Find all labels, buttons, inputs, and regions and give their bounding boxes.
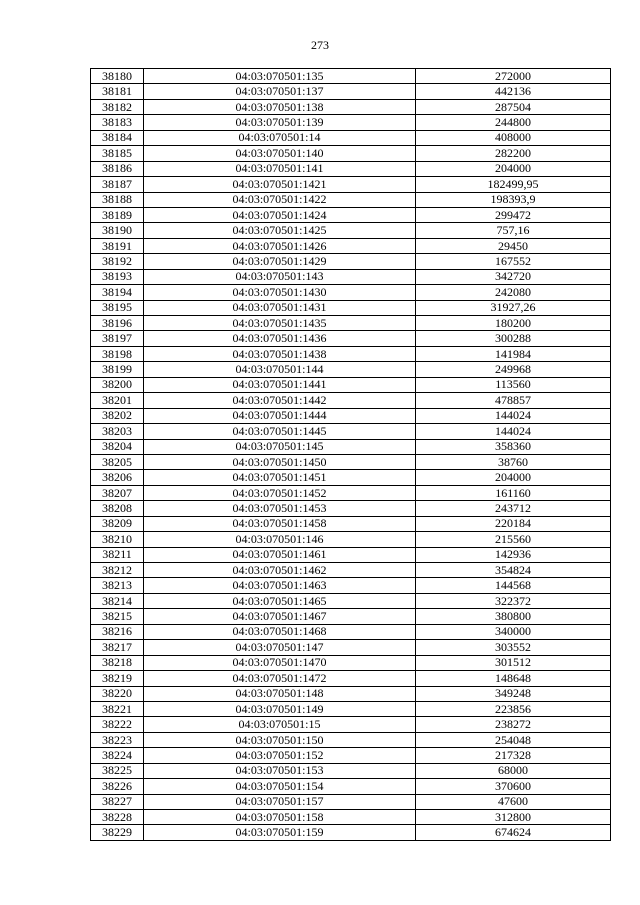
cadastral-number-cell: 04:03:070501:1425: [144, 223, 416, 238]
value-cell: 220184: [416, 516, 611, 531]
table-row: [91, 640, 611, 655]
value-cell: 144568: [416, 578, 611, 593]
row-number-cell: 38199: [91, 362, 144, 377]
cadastral-number-cell: 04:03:070501:1430: [144, 285, 416, 300]
table-row: [91, 748, 611, 763]
value-cell: 674624: [416, 825, 611, 840]
row-number-cell: 38214: [91, 593, 144, 608]
value-cell: 272000: [416, 69, 611, 84]
value-cell: 408000: [416, 130, 611, 145]
row-number-cell: 38228: [91, 810, 144, 825]
table-row: [91, 810, 611, 825]
cadastral-number-cell: 04:03:070501:150: [144, 732, 416, 747]
row-number-cell: 38192: [91, 254, 144, 269]
value-cell: 757,16: [416, 223, 611, 238]
cadastral-number-cell: 04:03:070501:1465: [144, 593, 416, 608]
cadastral-number-cell: 04:03:070501:1450: [144, 454, 416, 469]
row-number-cell: 38226: [91, 779, 144, 794]
cadastral-number-cell: 04:03:070501:1441: [144, 377, 416, 392]
value-cell: 299472: [416, 207, 611, 222]
value-cell: 478857: [416, 393, 611, 408]
row-number-cell: 38201: [91, 393, 144, 408]
cadastral-number-cell: 04:03:070501:1462: [144, 563, 416, 578]
table-row: [91, 825, 611, 840]
row-number-cell: 38212: [91, 563, 144, 578]
value-cell: 301512: [416, 655, 611, 670]
row-number-cell: 38191: [91, 238, 144, 253]
table-row: [91, 393, 611, 408]
row-number-cell: 38194: [91, 285, 144, 300]
cadastral-number-cell: 04:03:070501:1431: [144, 300, 416, 315]
value-cell: 182499,95: [416, 177, 611, 192]
value-cell: 161160: [416, 485, 611, 500]
row-number-cell: 38197: [91, 331, 144, 346]
table-row: [91, 362, 611, 377]
value-cell: 68000: [416, 763, 611, 778]
row-number-cell: 38198: [91, 346, 144, 361]
row-number-cell: 38195: [91, 300, 144, 315]
value-cell: 242080: [416, 285, 611, 300]
table-row: [91, 161, 611, 176]
cadastral-number-cell: 04:03:070501:147: [144, 640, 416, 655]
cadastral-number-cell: 04:03:070501:1429: [144, 254, 416, 269]
table-row: [91, 254, 611, 269]
cadastral-number-cell: 04:03:070501:143: [144, 269, 416, 284]
row-number-cell: 38221: [91, 701, 144, 716]
table-row: [91, 99, 611, 114]
cadastral-number-cell: 04:03:070501:146: [144, 532, 416, 547]
row-number-cell: 38223: [91, 732, 144, 747]
value-cell: 349248: [416, 686, 611, 701]
table-row: [91, 69, 611, 84]
cadastral-number-cell: 04:03:070501:1470: [144, 655, 416, 670]
cadastral-number-cell: 04:03:070501:1422: [144, 192, 416, 207]
cadastral-number-cell: 04:03:070501:140: [144, 146, 416, 161]
row-number-cell: 38225: [91, 763, 144, 778]
row-number-cell: 38184: [91, 130, 144, 145]
table-row: [91, 238, 611, 253]
table-row: [91, 624, 611, 639]
value-cell: 180200: [416, 316, 611, 331]
table-row: [91, 115, 611, 130]
row-number-cell: 38205: [91, 454, 144, 469]
table-row: [91, 331, 611, 346]
row-number-cell: 38219: [91, 671, 144, 686]
cadastral-number-cell: 04:03:070501:1453: [144, 501, 416, 516]
cadastral-number-cell: 04:03:070501:154: [144, 779, 416, 794]
value-cell: 249968: [416, 362, 611, 377]
value-cell: 141984: [416, 346, 611, 361]
row-number-cell: 38207: [91, 485, 144, 500]
value-cell: 215560: [416, 532, 611, 547]
row-number-cell: 38216: [91, 624, 144, 639]
value-cell: 354824: [416, 563, 611, 578]
cadastral-number-cell: 04:03:070501:1438: [144, 346, 416, 361]
table-row: [91, 223, 611, 238]
cadastral-number-cell: 04:03:070501:1424: [144, 207, 416, 222]
table-row: [91, 671, 611, 686]
row-number-cell: 38208: [91, 501, 144, 516]
value-cell: 148648: [416, 671, 611, 686]
row-number-cell: 38180: [91, 69, 144, 84]
table-row: [91, 84, 611, 99]
table-row: [91, 732, 611, 747]
value-cell: 217328: [416, 748, 611, 763]
cadastral-number-cell: 04:03:070501:1468: [144, 624, 416, 639]
table-row: [91, 207, 611, 222]
table-row: [91, 532, 611, 547]
value-cell: 380800: [416, 609, 611, 624]
table-row: [91, 146, 611, 161]
cadastral-number-cell: 04:03:070501:1442: [144, 393, 416, 408]
value-cell: 358360: [416, 439, 611, 454]
cadastral-number-cell: 04:03:070501:15: [144, 717, 416, 732]
cadastral-number-cell: 04:03:070501:152: [144, 748, 416, 763]
value-cell: 204000: [416, 470, 611, 485]
row-number-cell: 38229: [91, 825, 144, 840]
row-number-cell: 38222: [91, 717, 144, 732]
value-cell: 442136: [416, 84, 611, 99]
value-cell: 243712: [416, 501, 611, 516]
table-row: [91, 424, 611, 439]
row-number-cell: 38202: [91, 408, 144, 423]
table-body: [91, 69, 611, 841]
table-row: [91, 717, 611, 732]
cadastral-number-cell: 04:03:070501:1444: [144, 408, 416, 423]
table-row: [91, 578, 611, 593]
cadastral-number-cell: 04:03:070501:1461: [144, 547, 416, 562]
table-row: [91, 547, 611, 562]
row-number-cell: 38218: [91, 655, 144, 670]
row-number-cell: 38215: [91, 609, 144, 624]
value-cell: 38760: [416, 454, 611, 469]
cadastral-number-cell: 04:03:070501:148: [144, 686, 416, 701]
cadastral-number-cell: 04:03:070501:158: [144, 810, 416, 825]
row-number-cell: 38183: [91, 115, 144, 130]
table-row: [91, 316, 611, 331]
row-number-cell: 38200: [91, 377, 144, 392]
table-row: [91, 655, 611, 670]
row-number-cell: 38196: [91, 316, 144, 331]
table-row: [91, 701, 611, 716]
value-cell: 144024: [416, 408, 611, 423]
cadastral-number-cell: 04:03:070501:149: [144, 701, 416, 716]
value-cell: 144024: [416, 424, 611, 439]
cadastral-number-cell: 04:03:070501:141: [144, 161, 416, 176]
value-cell: 167552: [416, 254, 611, 269]
value-cell: 287504: [416, 99, 611, 114]
value-cell: 322372: [416, 593, 611, 608]
table-row: [91, 377, 611, 392]
value-cell: 198393,9: [416, 192, 611, 207]
row-number-cell: 38220: [91, 686, 144, 701]
table-row: [91, 192, 611, 207]
page-number: 273: [311, 38, 329, 52]
row-number-cell: 38190: [91, 223, 144, 238]
value-cell: 223856: [416, 701, 611, 716]
cadastral-number-cell: 04:03:070501:1463: [144, 578, 416, 593]
table-row: [91, 501, 611, 516]
cadastral-number-cell: 04:03:070501:1458: [144, 516, 416, 531]
cadastral-number-cell: 04:03:070501:1445: [144, 424, 416, 439]
value-cell: 31927,26: [416, 300, 611, 315]
cadastral-number-cell: 04:03:070501:1451: [144, 470, 416, 485]
table-row: [91, 470, 611, 485]
cadastral-number-cell: 04:03:070501:144: [144, 362, 416, 377]
cadastral-number-cell: 04:03:070501:1421: [144, 177, 416, 192]
table-row: [91, 346, 611, 361]
row-number-cell: 38182: [91, 99, 144, 114]
table-row: [91, 779, 611, 794]
cadastral-number-cell: 04:03:070501:1426: [144, 238, 416, 253]
cadastral-number-cell: 04:03:070501:1467: [144, 609, 416, 624]
value-cell: 244800: [416, 115, 611, 130]
table-row: [91, 130, 611, 145]
cadastral-number-cell: 04:03:070501:135: [144, 69, 416, 84]
cadastral-number-cell: 04:03:070501:153: [144, 763, 416, 778]
value-cell: 342720: [416, 269, 611, 284]
row-number-cell: 38193: [91, 269, 144, 284]
value-cell: 303552: [416, 640, 611, 655]
cadastral-number-cell: 04:03:070501:1452: [144, 485, 416, 500]
value-cell: 370600: [416, 779, 611, 794]
cadastral-number-cell: 04:03:070501:1435: [144, 316, 416, 331]
table-row: [91, 408, 611, 423]
cadastral-number-cell: 04:03:070501:157: [144, 794, 416, 809]
value-cell: 142936: [416, 547, 611, 562]
table-row: [91, 794, 611, 809]
table-row: [91, 609, 611, 624]
cadastral-number-cell: 04:03:070501:139: [144, 115, 416, 130]
row-number-cell: 38210: [91, 532, 144, 547]
cadastral-number-cell: 04:03:070501:145: [144, 439, 416, 454]
row-number-cell: 38204: [91, 439, 144, 454]
table-row: [91, 563, 611, 578]
cadastral-number-cell: 04:03:070501:137: [144, 84, 416, 99]
table-row: [91, 439, 611, 454]
table-row: [91, 269, 611, 284]
value-cell: 254048: [416, 732, 611, 747]
value-cell: 282200: [416, 146, 611, 161]
row-number-cell: 38206: [91, 470, 144, 485]
table-row: [91, 686, 611, 701]
row-number-cell: 38227: [91, 794, 144, 809]
table-row: [91, 300, 611, 315]
row-number-cell: 38217: [91, 640, 144, 655]
table-row: [91, 593, 611, 608]
cadastral-number-cell: 04:03:070501:1472: [144, 671, 416, 686]
row-number-cell: 38187: [91, 177, 144, 192]
table-row: [91, 177, 611, 192]
row-number-cell: 38181: [91, 84, 144, 99]
row-number-cell: 38213: [91, 578, 144, 593]
value-cell: 238272: [416, 717, 611, 732]
cadastral-number-cell: 04:03:070501:138: [144, 99, 416, 114]
row-number-cell: 38189: [91, 207, 144, 222]
data-table: [90, 68, 611, 841]
row-number-cell: 38186: [91, 161, 144, 176]
cadastral-number-cell: 04:03:070501:1436: [144, 331, 416, 346]
value-cell: 204000: [416, 161, 611, 176]
value-cell: 47600: [416, 794, 611, 809]
row-number-cell: 38203: [91, 424, 144, 439]
value-cell: 29450: [416, 238, 611, 253]
row-number-cell: 38211: [91, 547, 144, 562]
value-cell: 340000: [416, 624, 611, 639]
row-number-cell: 38209: [91, 516, 144, 531]
table-row: [91, 485, 611, 500]
row-number-cell: 38224: [91, 748, 144, 763]
cadastral-number-cell: 04:03:070501:14: [144, 130, 416, 145]
table-row: [91, 763, 611, 778]
cadastral-number-cell: 04:03:070501:159: [144, 825, 416, 840]
row-number-cell: 38185: [91, 146, 144, 161]
value-cell: 113560: [416, 377, 611, 392]
table-row: [91, 516, 611, 531]
table-row: [91, 285, 611, 300]
value-cell: 312800: [416, 810, 611, 825]
row-number-cell: 38188: [91, 192, 144, 207]
table-row: [91, 454, 611, 469]
value-cell: 300288: [416, 331, 611, 346]
